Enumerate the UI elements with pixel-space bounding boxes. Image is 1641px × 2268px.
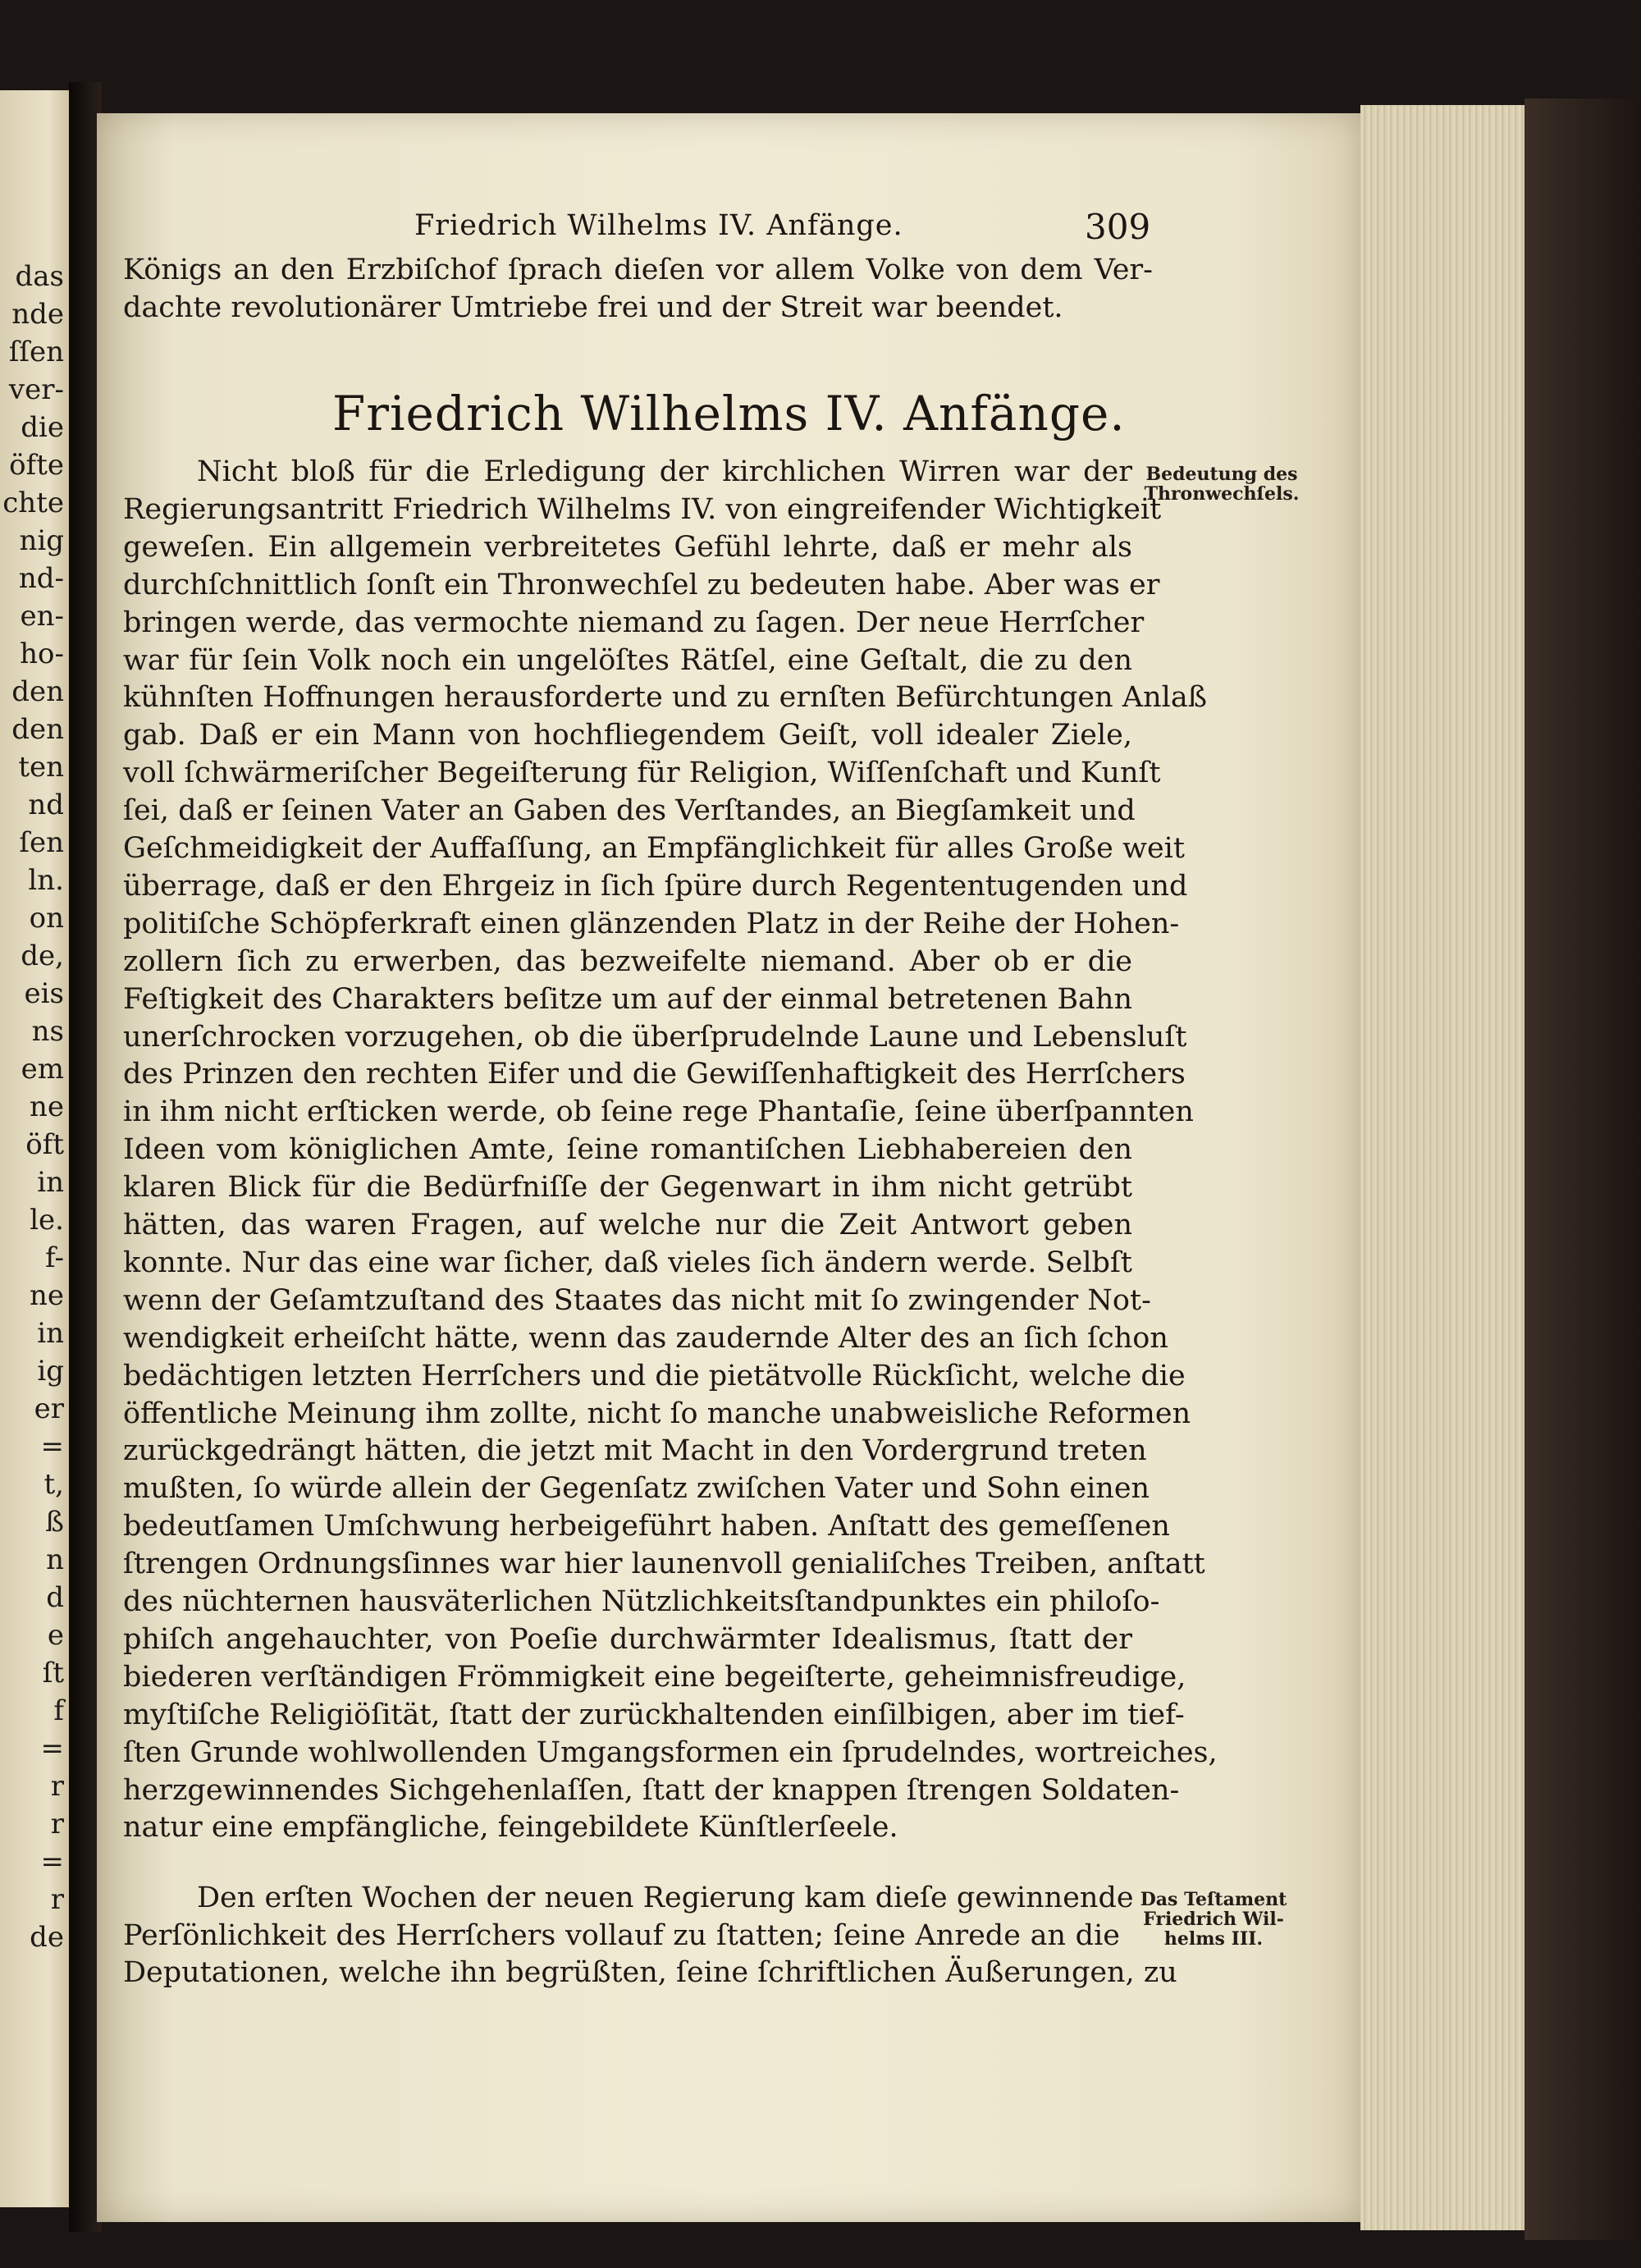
text-line: mußten, ſo würde allein der Gegenſatz zwiſchen Vater und Sohn einen	[123, 1472, 1150, 1506]
text-line: zurückgedrängt hätten, die jetzt mit Macht in den Vordergrund treten	[123, 1434, 1147, 1468]
text-line: herzgewinnendes Sichgehenlaſſen, ſtatt der knappen ſtrengen Soldaten-	[123, 1773, 1180, 1807]
text-line: des Prinzen den rechten Eifer und die Gewiſſenhaftigkeit des Herrſchers	[123, 1058, 1186, 1091]
previous-page-fragment: in	[37, 1317, 64, 1350]
margin-note-testament	[1136, 1890, 1291, 1949]
previous-page-fragment: t,	[43, 1468, 64, 1501]
previous-page-fragment: nde	[11, 298, 64, 331]
previous-page-fragment: =	[40, 1845, 64, 1878]
previous-page-fragment: f-	[45, 1241, 64, 1274]
previous-page-fragment: eis	[24, 977, 64, 1010]
previous-page-fragment: öfte	[9, 449, 64, 482]
text-line: hätten, das waren Fragen, auf welche nur die Zeit Antwort geben	[123, 1209, 1132, 1241]
previous-page-fragment: =	[40, 1430, 64, 1463]
previous-page-fragment: de	[30, 1921, 64, 1954]
previous-page-fragment: ſſen	[8, 336, 64, 368]
text-line: politiſche Schöpferkraft einen glänzenden Platz in der Reihe der Hohen-	[123, 907, 1180, 940]
text-line: durchſchnittlich ſonſt ein Thronwechſel zu bedeuten habe. Aber was er	[123, 568, 1160, 601]
previous-page-fragment: ſen	[19, 826, 64, 859]
text-line: Den erſten Wochen der neuen Regierung kam dieſe gewinnende	[197, 1882, 1134, 1914]
text-line: öffentliche Meinung ihm zollte, nicht ſo manche unabweisliche Reformen	[123, 1397, 1191, 1430]
previous-page-fragment: ten	[18, 751, 64, 784]
text-line: gab. Daß er ein Mann von hochfliegendem Geiſt, voll idealer Ziele,	[123, 719, 1132, 752]
previous-page-fragment: ſt	[42, 1657, 64, 1690]
text-line: zollern ſich zu erwerben, das bezweifelte niemand. Aber ob er die	[123, 944, 1132, 978]
text-line: in ihm nicht erſticken werde, ob ſeine rege Phantaſie, ſeine überſpannten	[123, 1095, 1194, 1129]
text-line: natur eine empfängliche, feingebildete Künſtlerſeele.	[123, 1811, 898, 1845]
text-line: Nicht bloß für die Erledigung der kirchlichen Wirren war der	[197, 455, 1132, 488]
text-line: kühnſten Hoffnungen herausforderte und zu ernſten Befürchtungen Anlaß	[123, 681, 1208, 715]
previous-page-fragment: ln.	[28, 864, 64, 897]
previous-page-fragment: ne	[29, 1091, 64, 1123]
previous-page-fragment: de,	[21, 940, 64, 972]
previous-page-fragment: ig	[37, 1355, 64, 1388]
text-line: geweſen. Ein allgemein verbreitetes Gefühl lehrte, daß er mehr als	[123, 530, 1132, 564]
text-line: Regierungsantritt Friedrich Wilhelms IV. von eingreifender Wichtigkeit	[123, 492, 1162, 526]
text-line: bringen werde, das vermochte niemand zu ſagen. Der neue Herrſcher	[123, 606, 1145, 639]
previous-page-fragment: d	[46, 1581, 64, 1614]
previous-page-fragment: ns	[31, 1015, 64, 1048]
text-line: Deputationen, welche ihn begrüßten, ſeine ſchriftlichen Äußerungen, zu	[123, 1956, 1177, 1989]
margin-note-line: Thronwechſels.	[1144, 483, 1300, 505]
page-number: 309	[1085, 207, 1151, 247]
previous-page-fragment: e	[47, 1619, 64, 1652]
previous-page-edge	[0, 90, 74, 2207]
margin-note-line: Friedrich Wil-	[1143, 1909, 1284, 1930]
book-cover-edge	[1524, 98, 1641, 2240]
previous-page-fragment: le.	[30, 1204, 64, 1237]
previous-page-fragment: r	[50, 1808, 64, 1840]
text-line: bedächtigen letzten Herrſchers und die pietätvolle Rückſicht, welche die	[123, 1359, 1186, 1392]
previous-page-fragment: n	[46, 1543, 64, 1576]
text-line: Ideen vom königlichen Amte, ſeine romantiſchen Liebhabereien den	[123, 1133, 1132, 1167]
text-line: Geſchmeidigkeit der Auffaſſung, an Empfänglichkeit für alles Große weit	[123, 832, 1185, 865]
text-line: Feſtigkeit des Charakters beſitze um auf der einmal betretenen Bahn	[123, 982, 1132, 1016]
previous-page-fragment: den	[11, 675, 64, 708]
text-line: dachte revolutionärer Umtriebe frei und der Streit war beendet.	[123, 290, 1063, 324]
running-head: Friedrich Wilhelms IV. Anfänge.	[414, 209, 903, 242]
text-line: ſei, daß er ſeinen Vater an Gaben des Verſtandes, an Biegſamkeit und	[123, 794, 1136, 828]
margin-note-line: Das Teſtament	[1140, 1889, 1287, 1910]
previous-page-fragment: ver-	[8, 373, 64, 406]
previous-page-fragment: r	[50, 1883, 64, 1916]
text-line: unerſchrocken vorzugehen, ob die überſprudelnde Laune und Lebensluſt	[123, 1020, 1187, 1054]
text-line: myſtiſche Religiöſität, ſtatt der zurückhaltenden einſilbigen, aber im tief-	[123, 1698, 1185, 1731]
text-line: biederen verſtändigen Frömmigkeit eine begeiſterte, geheimnisfreudige,	[123, 1660, 1186, 1694]
previous-page-fragment: den	[11, 713, 64, 746]
previous-page-fragment: f	[53, 1694, 64, 1727]
previous-page-fragment: r	[50, 1770, 64, 1803]
text-line: wenn der Geſamtzuſtand des Staates das nicht mit ſo zwingender Not-	[123, 1283, 1151, 1317]
previous-page-fragment: er	[34, 1392, 64, 1425]
text-line: Königs an den Erzbiſchof ſprach dieſen vor allem Volke von dem Ver-	[123, 254, 1153, 286]
previous-page-fragment: en-	[20, 600, 64, 633]
previous-page-fragment: ho-	[20, 638, 64, 670]
text-line: wendigkeit erheiſcht hätte, wenn das zaudernde Alter des an ſich ſchon	[123, 1321, 1168, 1355]
text-line: bedeutſamen Umſchwung herbeigeführt haben. Anſtatt des gemeſſenen	[123, 1510, 1170, 1543]
previous-page-fragment: em	[21, 1053, 64, 1086]
text-line: Perſönlichkeit des Herrſchers vollauf zu ſtatten; ſeine Anrede an die	[123, 1918, 1120, 1952]
text-line: ſtrengen Ordnungsſinnes war hier launenvoll genialiſches Treiben, anſtatt	[123, 1548, 1205, 1581]
previous-page-fragment: nd-	[18, 562, 64, 595]
margin-note-thronwechsel	[1144, 464, 1300, 504]
margin-note-line: Bedeutung des	[1145, 464, 1298, 485]
text-line: voll ſchwärmeriſcher Begeiſterung für Religion, Wiſſenſchaft und Kunſt	[123, 757, 1161, 790]
text-line: ſten Grunde wohlwollenden Umgangsformen ein ſprudelndes, wortreiches,	[123, 1735, 1218, 1769]
margin-note-line: helms III.	[1163, 1928, 1264, 1950]
previous-page-fragment: das	[15, 260, 64, 293]
text-line: des nüchternen hausväterlichen Nützlichkeitsſtandpunktes ein philoſo-	[123, 1585, 1160, 1618]
page-stack-edge	[1360, 105, 1524, 2230]
previous-page-fragment: die	[21, 411, 64, 444]
previous-page-fragment: chte	[2, 487, 64, 519]
previous-page-fragment: on	[29, 902, 64, 935]
text-line: phiſch angehauchter, von Poeſie durchwärmter Idealismus, ſtatt der	[123, 1622, 1132, 1656]
previous-page-fragment: =	[40, 1732, 64, 1765]
text-line: überrage, daß er den Ehrgeiz in ſich ſpüre durch Regententugenden und	[123, 869, 1188, 903]
previous-page-fragment: in	[37, 1166, 64, 1199]
text-line: klaren Blick für die Bedürfniſſe der Gegenwart in ihm nicht getrübt	[123, 1171, 1132, 1205]
previous-page-fragment: ne	[29, 1279, 64, 1312]
previous-page-fragment: nd	[28, 789, 64, 821]
previous-page-fragment: ß	[45, 1506, 64, 1539]
previous-page-fragment: öft	[25, 1128, 64, 1161]
section-title: Friedrich Wilhelms IV. Anfänge.	[332, 386, 1126, 441]
previous-page-fragment: nig	[19, 524, 64, 557]
text-line: konnte. Nur das eine war ſicher, daß vieles ſich ändern werde. Selbſt	[123, 1246, 1132, 1279]
text-line: war für ſein Volk noch ein ungelöſtes Rätſel, eine Geſtalt, die zu den	[123, 643, 1132, 677]
